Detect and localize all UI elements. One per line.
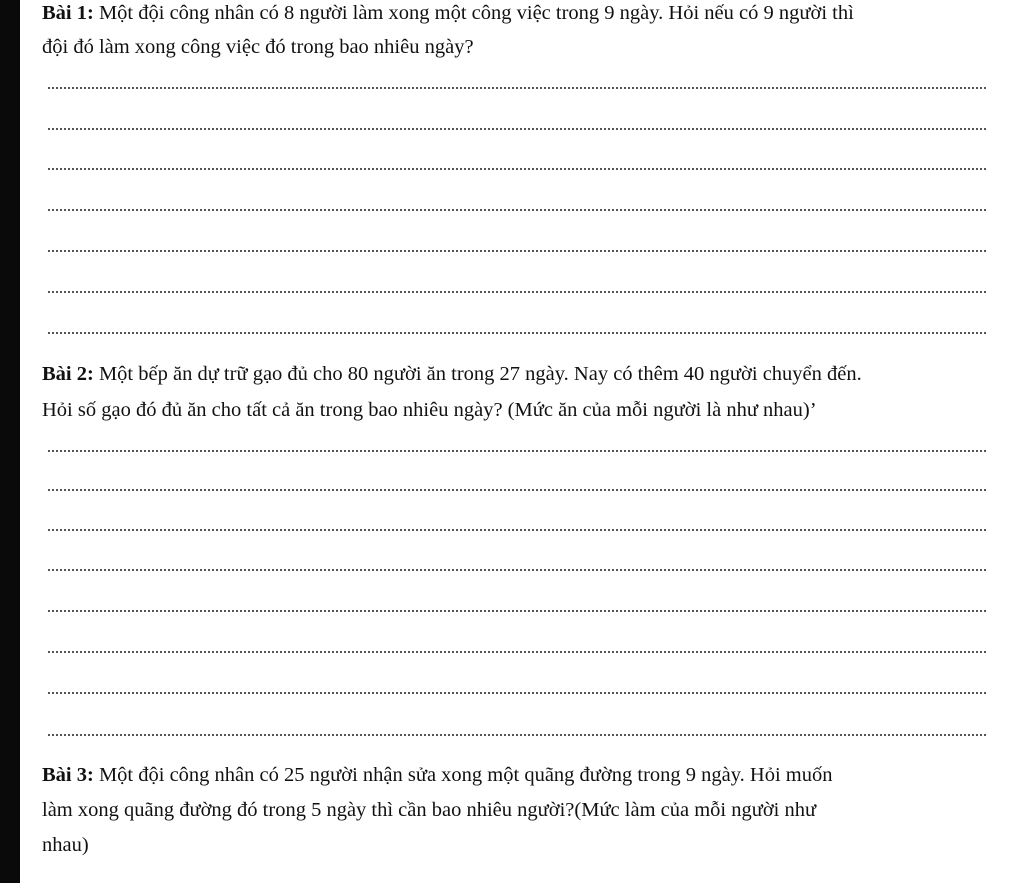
- exercise-2-text-1: Một bếp ăn dự trữ gạo đủ cho 80 người ăn trong 27 ngày. Nay có thêm 40 người chuyển đến.: [98, 363, 862, 385]
- answer-line: [48, 209, 986, 211]
- answer-line: [48, 529, 986, 531]
- exercise-3-text-1: Một đội công nhân có 25 người nhận sửa xong một quãng đường trong 9 ngày. Hỏi muốn: [98, 764, 833, 786]
- answer-line: [48, 332, 986, 334]
- answer-line: [48, 692, 986, 694]
- exercise-3-line-3: [42, 832, 89, 858]
- exercise-2-text-2: Hỏi số gạo đó đủ ăn cho tất cả ăn trong bao nhiêu ngày? (Mức ăn của mỗi người là như nhau)’: [42, 399, 817, 421]
- exercise-3-label: Bài 3:: [42, 764, 94, 786]
- exercise-1-line-2: [42, 34, 474, 60]
- answer-line: [48, 128, 986, 130]
- answer-line: [48, 651, 986, 653]
- exercise-3-line-1: [42, 762, 832, 788]
- exercise-3-text-3: nhau): [42, 834, 89, 856]
- exercise-2-line-1: [42, 361, 862, 387]
- answer-line: [48, 87, 986, 89]
- exercise-2-line-2: [42, 397, 817, 423]
- exercise-3-text-2: làm xong quãng đường đó trong 5 ngày thì cần bao nhiêu người?(Mức làm của mỗi người như: [42, 799, 817, 821]
- answer-line: [48, 610, 986, 612]
- answer-line: [48, 569, 986, 571]
- answer-line: [48, 489, 986, 491]
- left-margin-bar: [0, 0, 20, 883]
- answer-line: [48, 734, 986, 736]
- exercise-1-text-1: Một đội công nhân có 8 người làm xong một công việc trong 9 ngày. Hỏi nếu có 9 người thì: [98, 2, 854, 24]
- exercise-1-text-2: đội đó làm xong công việc đó trong bao nhiêu ngày?: [42, 36, 474, 58]
- exercise-3-line-2: [42, 797, 816, 823]
- answer-line: [48, 291, 986, 293]
- exercise-2-label: Bài 2:: [42, 363, 94, 385]
- answer-line: [48, 168, 986, 170]
- exercise-1-label: Bài 1:: [42, 2, 94, 24]
- answer-line: [48, 250, 986, 252]
- exercise-1-line-1: [42, 0, 854, 26]
- answer-line: [48, 450, 986, 452]
